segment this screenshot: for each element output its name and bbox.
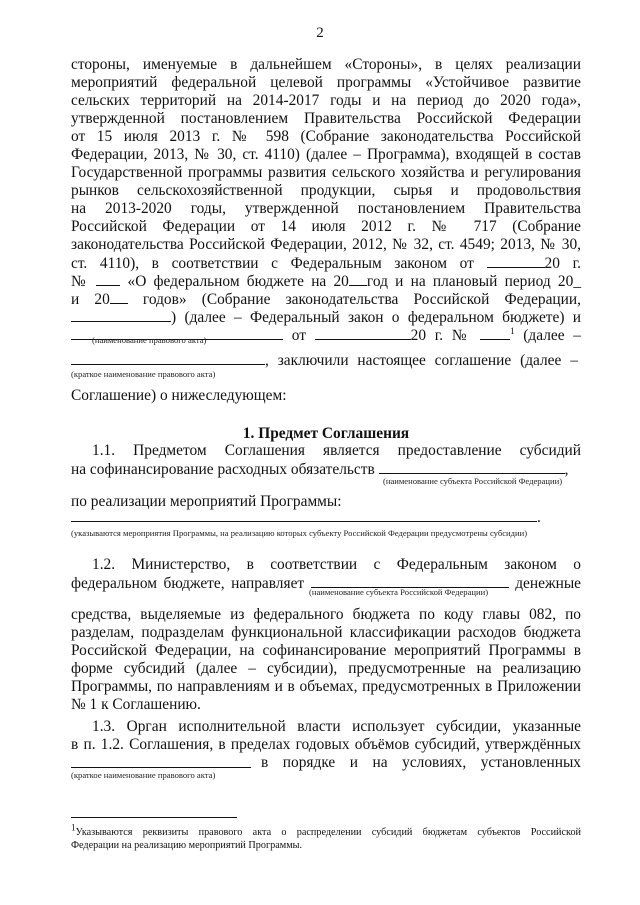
blank-line [311, 574, 509, 588]
text-fragment: . [537, 509, 541, 526]
blank-line [110, 290, 128, 304]
blank-line [379, 460, 565, 474]
text-fragment: ст. 4110), в соответствии с Федеральным законом от [71, 255, 474, 272]
caption-legal-act-name: (наименование правового акта) [92, 335, 207, 345]
blank-line [315, 326, 411, 340]
text-line: 1.3. Орган исполнительной власти использует субсидии, указанные [92, 718, 581, 735]
text-line: от 15 июля 2013 г. № 598 (Собрание законодательства Российской [71, 128, 581, 145]
text-line: Российской Федерации, на софинансирование мероприятий Программы в [71, 642, 581, 659]
blank-line [480, 326, 510, 340]
text-line: Федерации, 2013, № 30, ст. 4110) (далее – Программа), входящей в состав [71, 146, 581, 163]
text-fragment: ) (далее – Федеральный закон о федеральном бюджете) и [171, 309, 581, 326]
text-line [71, 351, 581, 370]
footnote-reference: 1 [510, 325, 515, 336]
page-number: 2 [316, 25, 324, 41]
blank-line [96, 272, 120, 286]
footnote-line [71, 822, 581, 839]
text-fragment: от [291, 327, 306, 344]
caption-subject-name: (наименование субъекта Российской Федерации) [383, 476, 563, 486]
blank-line [71, 508, 537, 522]
text-line: 1.2. Министерство, в соответствии с Федеральным законом о [92, 556, 581, 573]
text-line [71, 508, 581, 527]
text-line: Программы, по направлениям и в объемах, предусмотренных в Приложении [71, 678, 581, 695]
text-fragment: годов» (Собрание законодательства Российской Федерации, [142, 291, 581, 308]
text-line [71, 272, 581, 291]
text-fragment: , [564, 461, 569, 478]
text-fragment: денежные [515, 575, 581, 592]
text-line: утвержденной постановлением Правительства Российской Федерации [71, 110, 581, 127]
blank-line [349, 272, 367, 286]
text-line: по реализации мероприятий Программы: [71, 493, 342, 510]
caption-short-act-name: (краткое наименование правового акта) [71, 770, 216, 780]
footnote [71, 822, 581, 852]
text-fragment: г. [572, 255, 582, 272]
text-line: на 2013-2020 годы, утвержденной постановлением Правительства [71, 200, 581, 217]
blank-line [71, 351, 265, 365]
text-line [71, 254, 581, 273]
text-line: в п. 1.2. Соглашения, в пределах годовых объёмов субсидий, утверждённых [71, 736, 581, 753]
blank-line [71, 754, 251, 768]
text-line: рынков сельскохозяйственной продукции, сырья и продовольствия [71, 182, 581, 199]
text-line: стороны, именуемые в дальнейшем «Стороны», в целях реализации [71, 56, 581, 73]
text-line: мероприятий федеральной целевой программы «Устойчивое развитие [71, 74, 581, 91]
footnote-line: Федерации на реализацию мероприятий Программы. [71, 840, 303, 851]
text-fragment: 20 [544, 255, 560, 272]
text-fragment: г. № [434, 327, 472, 344]
caption-short-act-name: (краткое наименование правового акта) [71, 369, 216, 379]
blank-line [487, 254, 545, 268]
text-line: Государственной программы развития сельского хозяйства и регулирования [71, 164, 581, 181]
text-line: Российской Федерации от 14 июля 2012 г. № 717 (Собрание [71, 218, 581, 235]
blank-line [71, 308, 171, 322]
text-line: 1.1. Предметом Соглашения является предоставление субсидий [92, 442, 581, 459]
section-heading: 1. Предмет Соглашения [242, 425, 410, 442]
footnote-separator [71, 817, 237, 818]
text-fragment: и 20 [71, 291, 110, 308]
caption-subject-name: (наименование субъекта Российской Федерации) [309, 587, 489, 597]
text-fragment: (далее – [523, 327, 581, 344]
text-fragment: в порядке и на условиях, установленных [261, 754, 581, 771]
text-line: форме субсидий (далее – субсидии), предусмотренные на реализацию [71, 660, 581, 677]
text-line: Соглашение) о нижеследующем: [71, 387, 287, 404]
text-fragment: «О федеральном бюджете на 20 [127, 273, 349, 290]
text-fragment: федеральном бюджете, направляет [71, 575, 305, 592]
text-line: средства, выделяемые из федерального бюджета по коду главы 082, по [71, 606, 581, 623]
text-line: № 1 к Соглашению. [71, 696, 201, 713]
text-line: сельских территорий на 2014-2017 годы и на период до 2020 года», [71, 92, 581, 109]
text-fragment: _ [573, 273, 582, 290]
text-fragment: , заключили настоящее соглашение (далее – [265, 352, 578, 369]
text-fragment: Указываются реквизиты правового акта о распределении субсидий бюджетам субъектов Российской [75, 827, 581, 838]
text-fragment: 20 [410, 327, 427, 344]
footnote-mark: 1 [71, 822, 76, 833]
text-fragment: год и на плановый период 20 [366, 273, 574, 290]
text-line [71, 290, 581, 309]
text-line [71, 308, 581, 327]
text-line: разделам, подразделам функциональной классификации расходов бюджета [71, 624, 581, 641]
text-fragment: № [71, 273, 90, 290]
text-line: законодательства Российской Федерации, 2012, № 32, ст. 4549; 2013, № 30, [71, 236, 581, 253]
text-fragment: на софинансирование расходных обязательств [71, 461, 375, 478]
caption-program-measures: (указываются мероприятия Программы, на реализацию которых субъекту Российской Федерации предусмотрены субсидии) [71, 528, 528, 538]
